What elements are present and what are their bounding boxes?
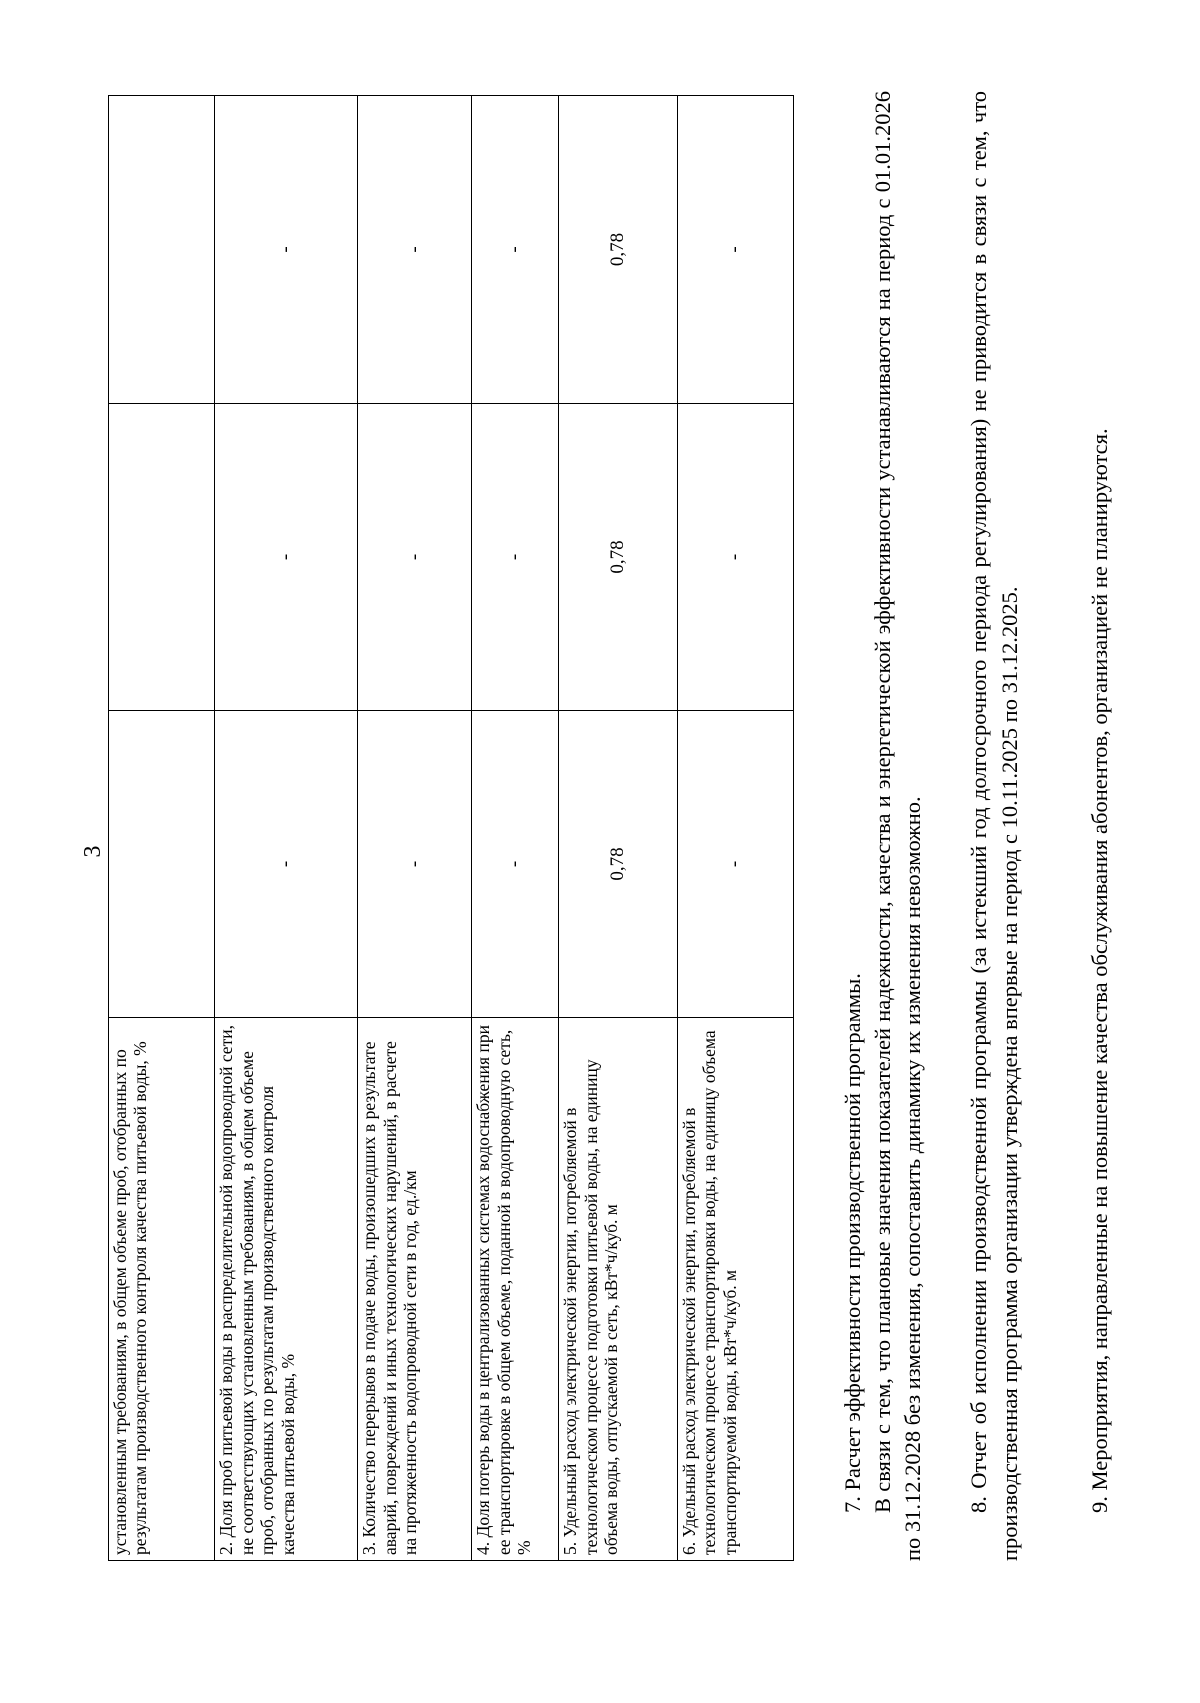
section-7-body: В связи с тем, что плановые значения показателей надежности, качества и энергетической эффективности устанавливаются на период с 01.01.2026 по 31.12.2028 без изменения, сопоставить динамику их изменения невозможно. <box>870 91 926 1561</box>
indicator-value-year-2: - <box>358 404 472 711</box>
table-row <box>472 96 559 1561</box>
table-row <box>559 96 678 1561</box>
body-text <box>838 91 1115 1561</box>
indicator-value-year-3: - <box>677 96 793 404</box>
indicators-table <box>108 95 794 1561</box>
indicator-value-year-1: - <box>472 711 559 1018</box>
indicator-value-year-3: 0,78 <box>559 96 678 404</box>
table-row <box>215 96 358 1561</box>
indicator-value-year-1: 0,78 <box>559 711 678 1018</box>
indicator-value-year-2: - <box>472 404 559 711</box>
indicator-name: 4. Доля потерь воды в централизованных системах водоснабжения при ее транспортировке в общем объеме, поданной в водопроводную сеть, % <box>472 1018 559 1561</box>
indicator-value-year-1: - <box>358 711 472 1018</box>
indicator-value-year-2: - <box>215 404 358 711</box>
section-8-body: 8. Отчет об исполнении производственной программы (за истекший год долгосрочного периода регулирования) не приводится в связи с тем, что производственная программа организации утверждена впервые на период с 10.11.2025 по 31.12.2025. <box>966 91 1022 1561</box>
indicator-value-year-2 <box>109 404 215 711</box>
indicator-value-year-1 <box>109 711 215 1018</box>
section-9-body: 9. Мероприятия, направленные на повышение качества обслуживания абонентов, организацией не планируются. <box>1086 428 1112 1513</box>
table-row <box>358 96 472 1561</box>
indicator-value-year-3: - <box>215 96 358 404</box>
indicator-value-year-2: 0,78 <box>559 404 678 711</box>
table-row <box>677 96 793 1561</box>
indicator-value-year-3 <box>109 96 215 404</box>
indicator-name: 3. Количество перерывов в подаче воды, произошедших в результате аварий, повреждений и иных технологических нарушений, в расчете на протяженность водопроводной сети в год, ед./км <box>358 1018 472 1561</box>
indicator-name: 6. Удельный расход электрической энергии, потребляемой в технологическом процессе транспортировки воды, на единицу объема транспортируемой воды, кВт*ч/куб. м <box>677 1018 793 1561</box>
indicator-value-year-1: - <box>215 711 358 1018</box>
indicator-name: 2. Доля проб питьевой воды в распределительной водопроводной сети, не соответствующих установленным требованиям, в общем объеме проб, отобранных по результатам производственного контроля качества питьевой воды, % <box>215 1018 358 1561</box>
section-7-heading: 7. Расчет эффективности производственной программы. <box>840 973 865 1513</box>
indicator-value-year-1: - <box>677 711 793 1018</box>
indicator-value-year-3: - <box>358 96 472 404</box>
indicator-value-year-2: - <box>677 404 793 711</box>
indicator-name: установленным требованиям, в общем объеме проб, отобранных по результатам производственного контроля качества питьевой воды, % <box>109 1018 215 1561</box>
indicator-value-year-3: - <box>472 96 559 404</box>
page-number: 3 <box>80 845 106 858</box>
indicator-name: 5. Удельный расход электрической энергии, потребляемой в технологическом процессе подготовки питьевой воды, на единицу объема воды, отпускаемой в сеть, кВт*ч/куб. м <box>559 1018 678 1561</box>
table-row <box>109 96 215 1561</box>
